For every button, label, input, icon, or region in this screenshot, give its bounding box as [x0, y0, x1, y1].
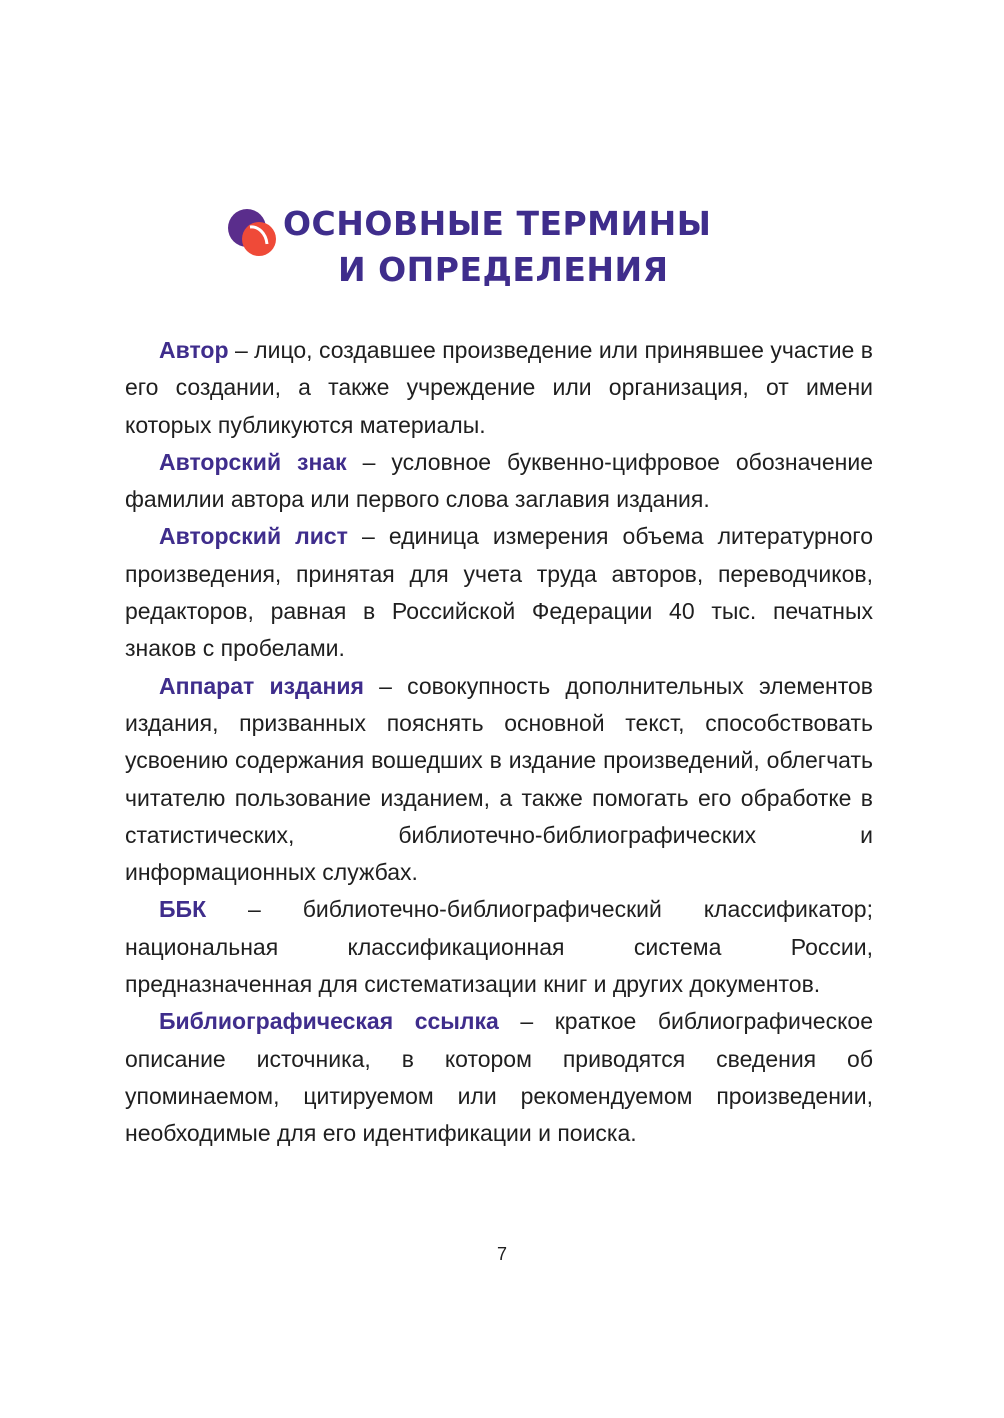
term: Авторский знак	[159, 448, 347, 475]
definition-entry	[125, 518, 873, 667]
definition-text: – совокупность дополнительных элементов издания, призванных пояснять основной текст, способствовать усвоению содержания вошедших в издание произведений, облегчать читателю пользование изданием, а также помогать его обработке в статистических, библиотечно-библиографических и информационных службах.	[125, 672, 873, 886]
heading-line-2: И ОПРЕДЕЛЕНИЯ	[338, 250, 669, 289]
page-number: 7	[496, 1244, 507, 1264]
definition-text: – единица измерения объема литературного произведения, принятая для учета труда авторов, переводчиков, редакторов, равная в Российской Федерации 40 тыс. печатных знаков с пробелами.	[125, 523, 873, 662]
term: ББК	[159, 896, 207, 923]
term: Авторский лист	[159, 523, 348, 550]
term: Автор	[159, 337, 229, 363]
definition-entry	[125, 1003, 873, 1152]
term: Библиографическая ссылка	[159, 1008, 499, 1035]
definition-entry	[125, 332, 873, 444]
definition-text: – лицо, создавшее произведение или принявшее участие в его создании, а также учреждение или организация, от имени которых публикуются материалы.	[125, 337, 873, 438]
term: Аппарат издания	[159, 672, 364, 699]
definition-text: – библиотечно-библиографический классификатор; национальная классификационная система России, предназначенная для систематизации книг и других документов.	[125, 896, 873, 998]
definition-entry	[125, 668, 873, 892]
definition-entry	[125, 891, 873, 1003]
definitions-list	[125, 332, 873, 1153]
heading-line-1: ОСНОВНЫЕ ТЕРМИНЫ	[283, 204, 712, 243]
two-overlapping-circles-icon	[226, 206, 280, 260]
definition-text: – краткое библиографическое описание источника, в котором приводятся сведения об упоминаемом, цитируемом или рекомендуемом произведении, необходимые для его идентификации и поиска.	[125, 1008, 873, 1147]
definition-entry	[125, 444, 873, 519]
definition-text: – условное буквенно-цифровое обозначение фамилии автора или первого слова заглавия издания.	[125, 448, 874, 513]
